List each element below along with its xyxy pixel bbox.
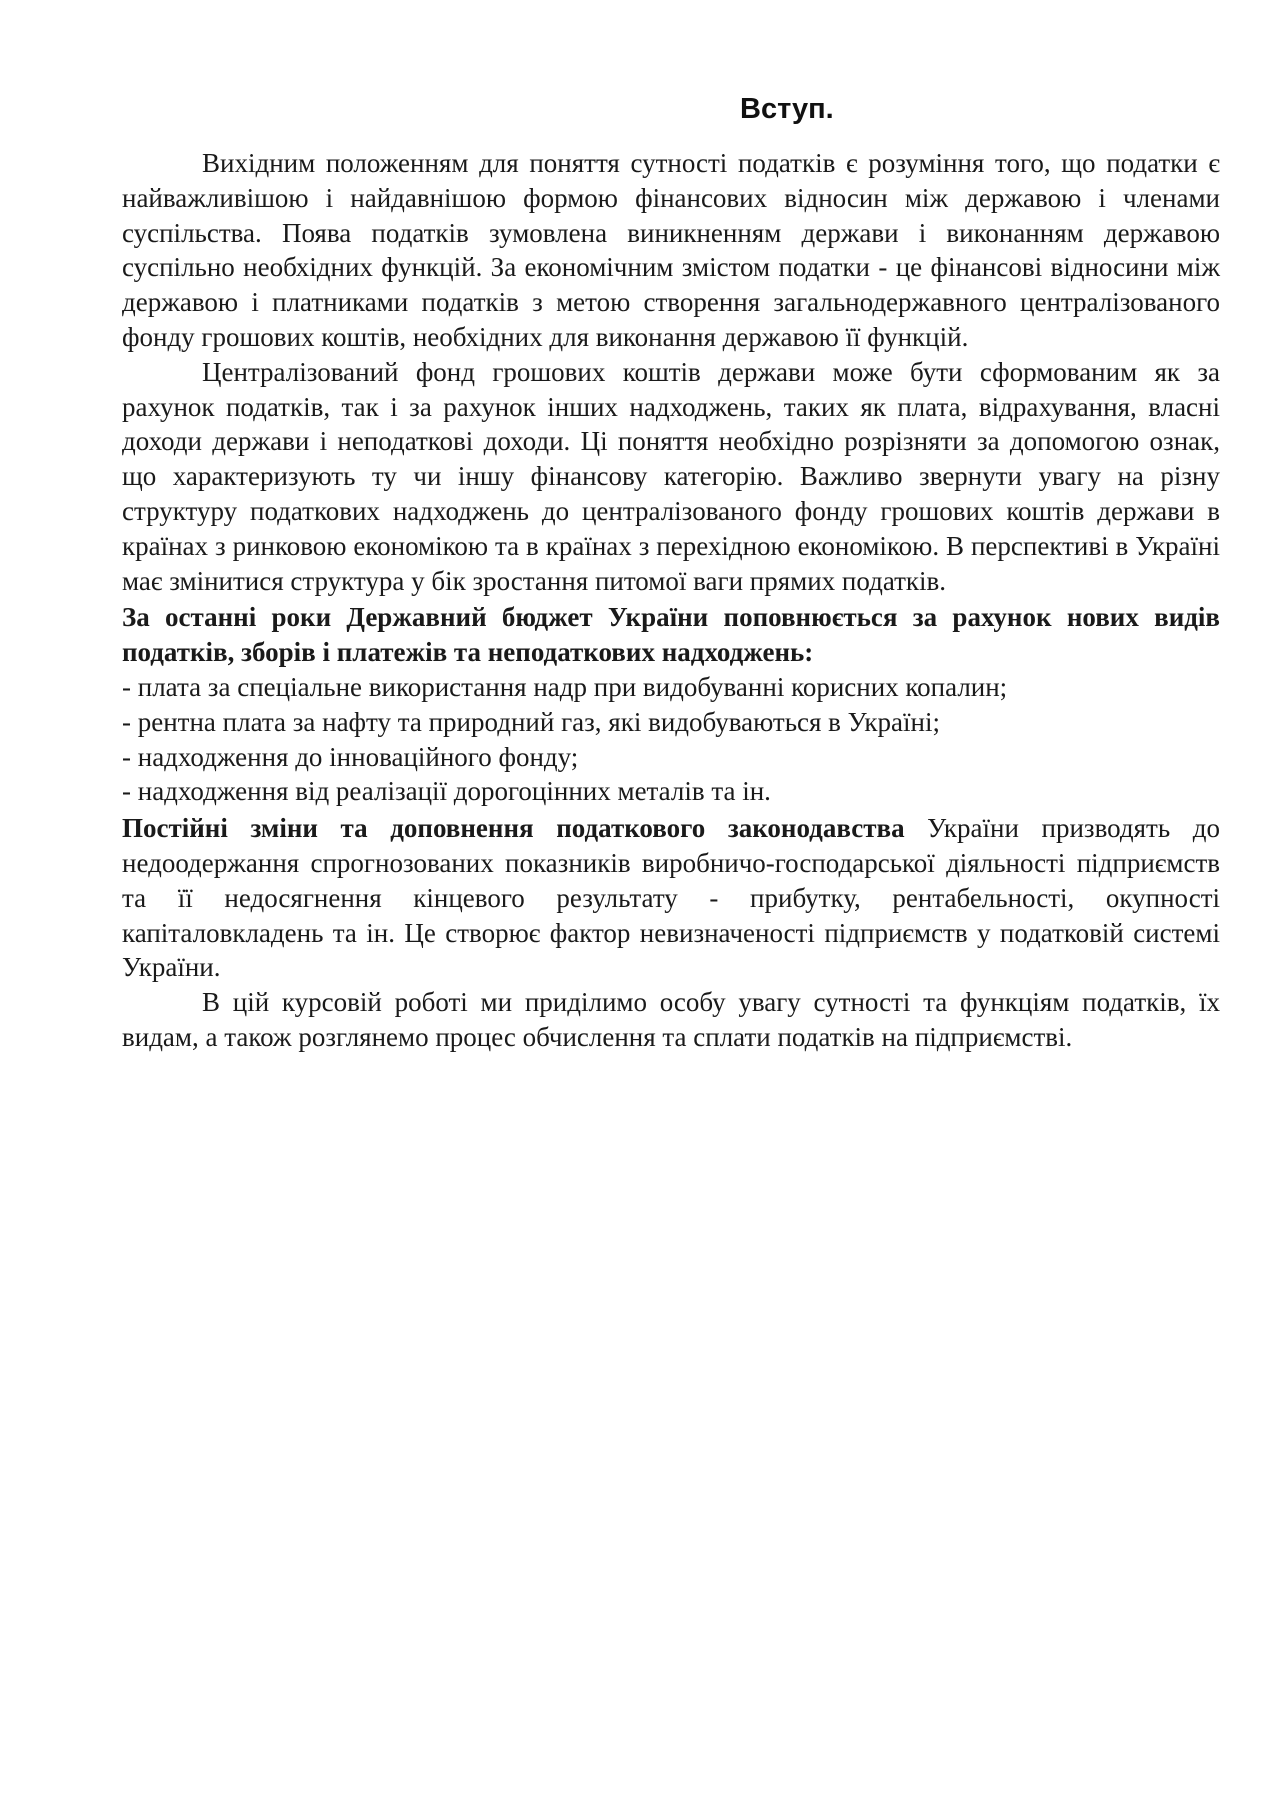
revenue-list	[122, 670, 1220, 809]
list-item: - надходження від реалізації дорогоцінних металів та ін.	[122, 776, 771, 807]
legislation-text: України призводять до недоодержання спрогнозованих показників виробничо-господарської діяльності підприємств та її недосягнення кінцевого результату - прибутку, рентабельності, окупності капіталовкладень та ін. Це створює фактор невизначеності підприємств у податковій системі України.	[122, 813, 1220, 983]
intro-paragraph-1: Вихідним положенням для поняття сутності податків є розуміння того, що податки є найважливішою і найдавнішою формою фінансових відносин між державою і членами суспільства. Поява податків зумовлена виникненням держави і виконанням державою суспільно необхідних функцій. За економічним змістом податки - це фінансові відносини між державою і платниками податків з метою створення загальнодержавного централізованого фонду грошових коштів, необхідних для виконання державою її функцій.	[122, 148, 1220, 352]
intro-paragraph-2: Централізований фонд грошових коштів держави може бути сформованим як за рахунок податків, так і за рахунок інших надходжень, таких як плата, відрахування, власні доходи держави і неподаткові доходи. Ці поняття необхідно розрізняти за допомогою ознак, що характеризують ту чи іншу фінансову категорію. Важливо звернути увагу на різну структуру податкових надходжень до централізованого фонду грошових коштів держави в країнах з ринковою економікою та в країнах з перехідною економікою. В перспективі в Україні має змінитися структура у бік зростання питомої ваги прямих податків.	[122, 356, 1220, 596]
intro-paragraph-4: В цій курсовій роботі ми приділимо особу увагу сутності та функціям податків, їх видам, а також розглянемо процес обчислення та сплати податків на підприємстві.	[122, 987, 1220, 1052]
budget-heading: За останні роки Державний бюджет України поповнюється за рахунок нових видів податків, зборів і платежів та неподаткових надходжень:	[122, 602, 1220, 668]
document-body	[122, 92, 1220, 1055]
page-title: Вступ.	[740, 93, 834, 125]
legislation-paragraph	[122, 811, 1220, 985]
list-item: - плата за спеціальне використання надр при видобуванні корисних копалин;	[122, 671, 1008, 702]
list-item: - надходження до інноваційного фонду;	[122, 741, 579, 772]
list-item: - рентна плата за нафту та природний газ, які видобуваються в Україні;	[122, 706, 940, 737]
legislation-bold-lead: Постійні зміни та доповнення податкового законодавства	[122, 813, 905, 844]
